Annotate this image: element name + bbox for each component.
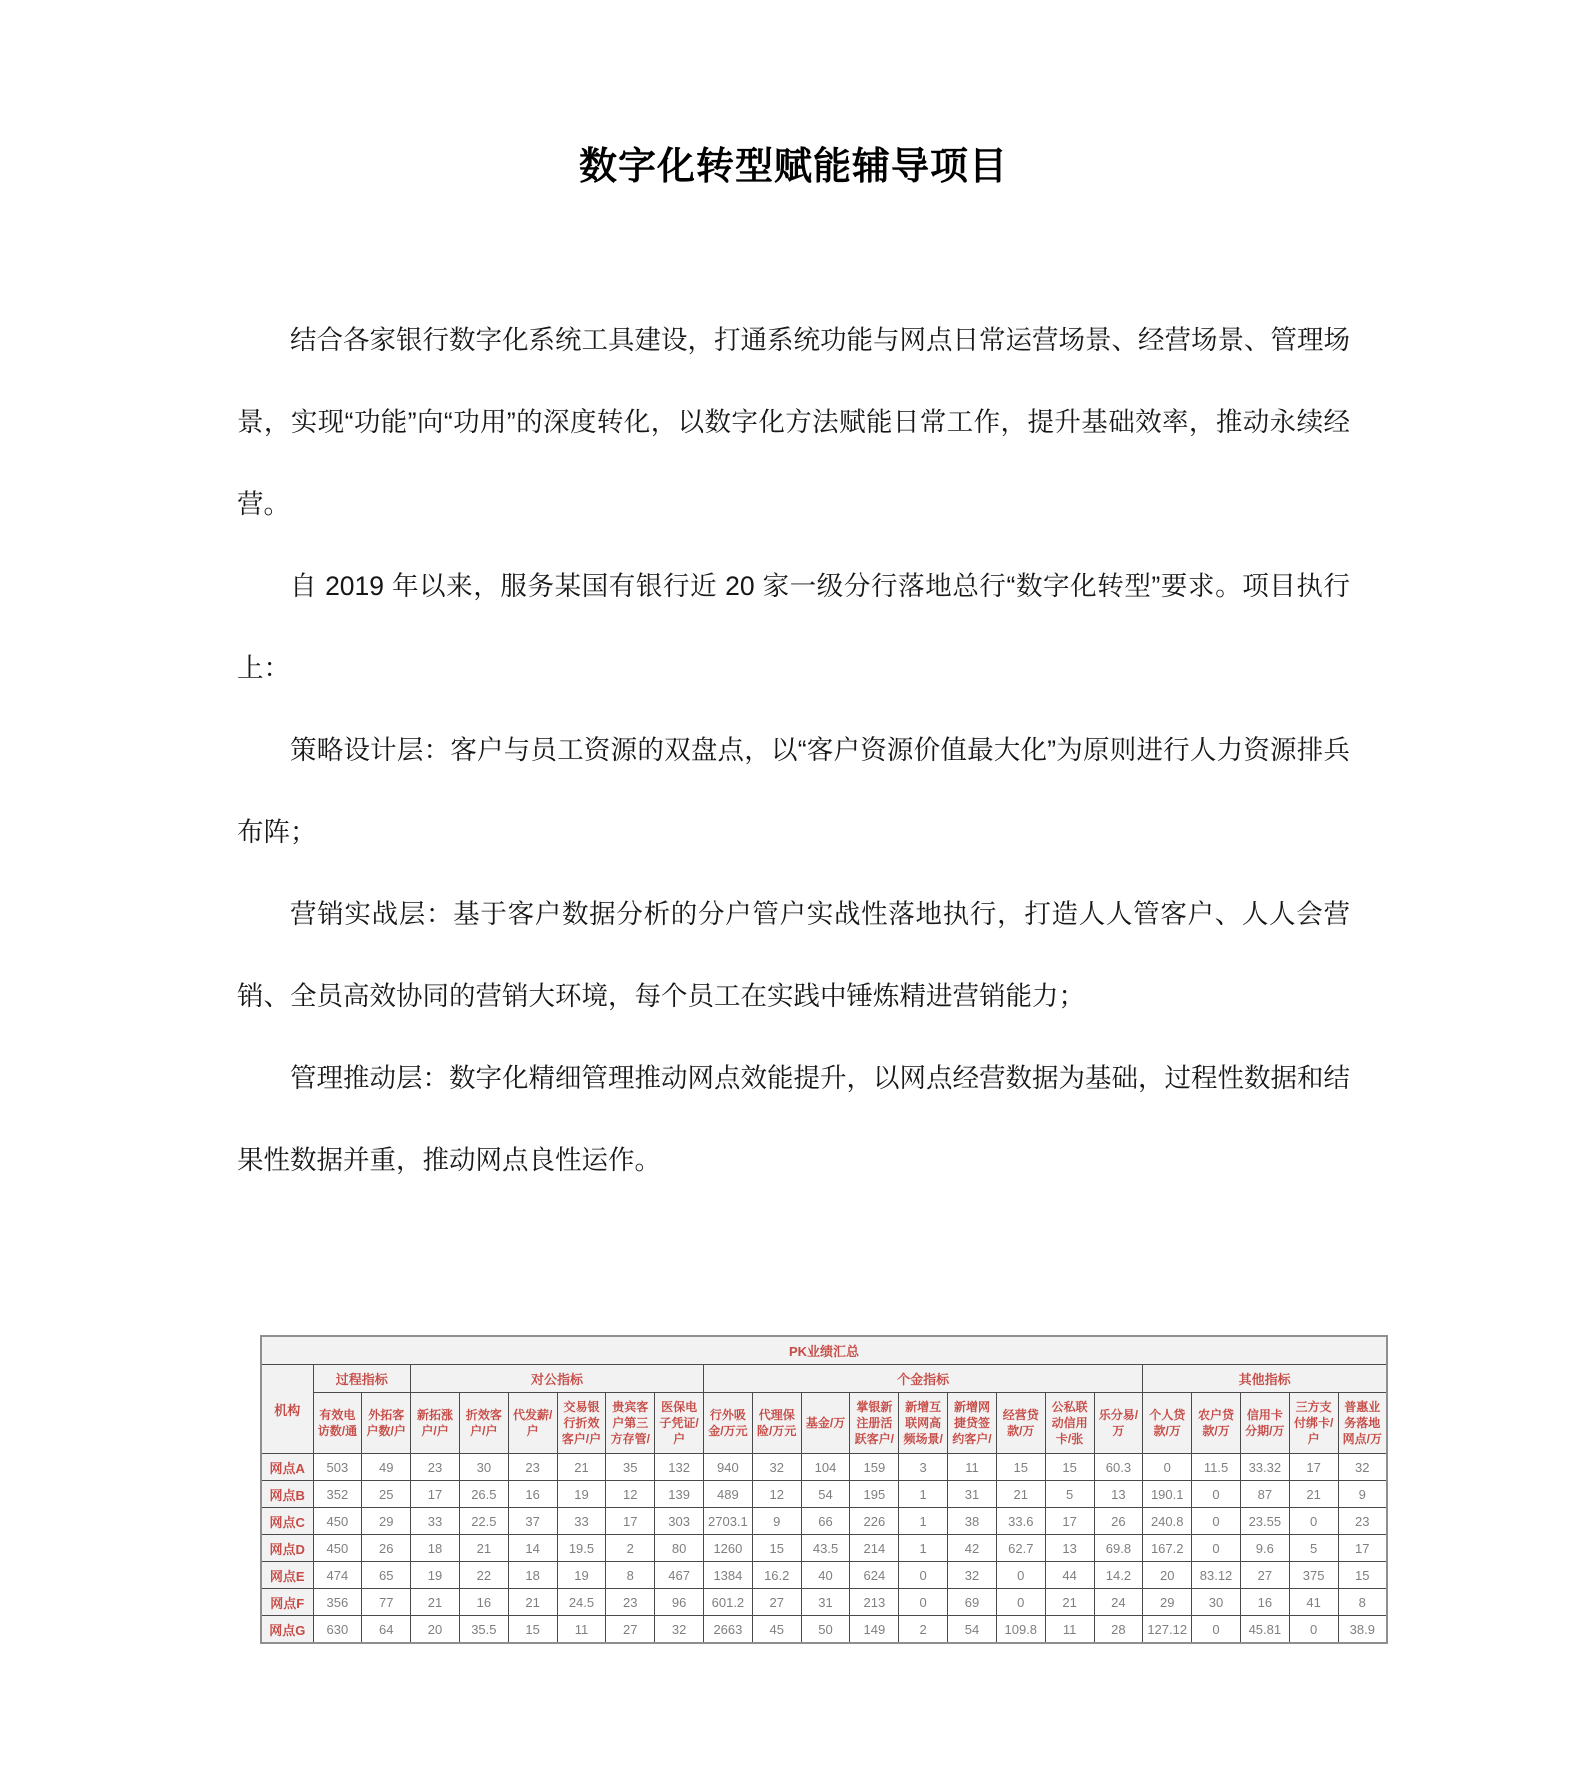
table-cell: 214 — [850, 1535, 899, 1562]
table-cell: 28 — [1094, 1616, 1143, 1644]
table-cell: 2 — [606, 1535, 655, 1562]
table-row — [261, 1535, 1387, 1562]
table-cell: 45.81 — [1240, 1616, 1289, 1644]
row-label: 网点A — [261, 1454, 313, 1481]
table-cell: 16 — [459, 1589, 508, 1616]
table-cell: 9 — [752, 1508, 801, 1535]
table-title-row — [261, 1336, 1387, 1365]
table-cell: 38 — [948, 1508, 997, 1535]
table-cell: 16 — [508, 1481, 557, 1508]
table-cell: 21 — [508, 1589, 557, 1616]
row-label: 网点E — [261, 1562, 313, 1589]
table-cell: 2 — [899, 1616, 948, 1644]
table-cell: 35 — [606, 1454, 655, 1481]
table-cell: 33 — [411, 1508, 460, 1535]
table-cell: 32 — [752, 1454, 801, 1481]
table-cell: 22.5 — [459, 1508, 508, 1535]
table-cell: 195 — [850, 1481, 899, 1508]
table-cell: 18 — [411, 1535, 460, 1562]
column-header: 个人贷款/万 — [1143, 1393, 1192, 1454]
table-cell: 16 — [1240, 1589, 1289, 1616]
table-cell: 17 — [1338, 1535, 1387, 1562]
org-column-header: 机构 — [261, 1365, 313, 1454]
table-cell: 15 — [752, 1535, 801, 1562]
table-cell: 83.12 — [1192, 1562, 1241, 1589]
table-cell: 15 — [996, 1454, 1045, 1481]
table-cell: 1 — [899, 1535, 948, 1562]
table-cell: 32 — [948, 1562, 997, 1589]
table-cell: 9.6 — [1240, 1535, 1289, 1562]
table-cell: 80 — [655, 1535, 704, 1562]
column-header: 行外吸金/万元 — [704, 1393, 753, 1454]
table-cell: 30 — [1192, 1589, 1241, 1616]
column-header: 交易银行折效客户/户 — [557, 1393, 606, 1454]
table-cell: 54 — [948, 1616, 997, 1644]
column-header: 经营贷款/万 — [996, 1393, 1045, 1454]
paragraph-1: 结合各家银行数字化系统工具建设，打通系统功能与网点日常运营场景、经营场景、管理场景，实现“功能”向“功用”的深度转化，以数字化方法赋能日常工作，提升基础效率，推动永续经营。 — [237, 325, 1350, 519]
table-cell: 31 — [801, 1589, 850, 1616]
column-header: 新拓涨户/户 — [411, 1393, 460, 1454]
table-cell: 1 — [899, 1481, 948, 1508]
table-cell: 96 — [655, 1589, 704, 1616]
pk-performance-table — [260, 1335, 1388, 1644]
column-header: 医保电子凭证/户 — [655, 1393, 704, 1454]
table-cell: 69.8 — [1094, 1535, 1143, 1562]
row-label: 网点B — [261, 1481, 313, 1508]
table-cell: 69 — [948, 1589, 997, 1616]
table-cell: 303 — [655, 1508, 704, 1535]
table-cell: 14 — [508, 1535, 557, 1562]
group-header: 个金指标 — [704, 1365, 1143, 1393]
table-cell: 43.5 — [801, 1535, 850, 1562]
column-header: 基金/万 — [801, 1393, 850, 1454]
table-row — [261, 1508, 1387, 1535]
table-cell: 190.1 — [1143, 1481, 1192, 1508]
table-cell: 35.5 — [459, 1616, 508, 1644]
table-cell: 11.5 — [1192, 1454, 1241, 1481]
column-header: 三方支付绑卡/户 — [1289, 1393, 1338, 1454]
column-header: 外拓客户数/户 — [362, 1393, 411, 1454]
table-cell: 5 — [1289, 1535, 1338, 1562]
table-cell: 21 — [996, 1481, 1045, 1508]
table-cell: 31 — [948, 1481, 997, 1508]
table-cell: 65 — [362, 1562, 411, 1589]
table-cell: 19.5 — [557, 1535, 606, 1562]
table-cell: 17 — [411, 1481, 460, 1508]
table-cell: 132 — [655, 1454, 704, 1481]
table-cell: 11 — [1045, 1616, 1094, 1644]
table-cell: 60.3 — [1094, 1454, 1143, 1481]
table-cell: 41 — [1289, 1589, 1338, 1616]
table-cell: 940 — [704, 1454, 753, 1481]
table-cell: 21 — [411, 1589, 460, 1616]
table-cell: 33 — [557, 1508, 606, 1535]
table-row — [261, 1616, 1387, 1644]
table-cell: 27 — [1240, 1562, 1289, 1589]
table-cell: 33.6 — [996, 1508, 1045, 1535]
table-cell: 32 — [1338, 1454, 1387, 1481]
table-cell: 104 — [801, 1454, 850, 1481]
table-cell: 32 — [655, 1616, 704, 1644]
table-cell: 38.9 — [1338, 1616, 1387, 1644]
column-header: 新增网捷贷签约客户/ — [948, 1393, 997, 1454]
paragraph-3: 策略设计层：客户与员工资源的双盘点，以“客户资源价值最大化”为原则进行人力资源排兵布阵； — [237, 735, 1350, 847]
table-cell: 44 — [1045, 1562, 1094, 1589]
table-cell: 3 — [899, 1454, 948, 1481]
table-cell: 2663 — [704, 1616, 753, 1644]
table-cell: 23 — [606, 1589, 655, 1616]
table-cell: 149 — [850, 1616, 899, 1644]
table-cell: 5 — [1045, 1481, 1094, 1508]
table-cell: 30 — [459, 1454, 508, 1481]
table-cell: 450 — [313, 1535, 362, 1562]
table-cell: 8 — [1338, 1589, 1387, 1616]
table-cell: 356 — [313, 1589, 362, 1616]
table-cell: 12 — [752, 1481, 801, 1508]
table-cell: 474 — [313, 1562, 362, 1589]
table-cell: 24.5 — [557, 1589, 606, 1616]
table-cell: 1 — [899, 1508, 948, 1535]
table-cell: 64 — [362, 1616, 411, 1644]
table-cell: 213 — [850, 1589, 899, 1616]
table-cell: 66 — [801, 1508, 850, 1535]
table-row — [261, 1589, 1387, 1616]
table-cell: 489 — [704, 1481, 753, 1508]
table-row — [261, 1562, 1387, 1589]
table-cell: 1384 — [704, 1562, 753, 1589]
table-cell: 62.7 — [996, 1535, 1045, 1562]
table-cell: 87 — [1240, 1481, 1289, 1508]
table-cell: 21 — [1045, 1589, 1094, 1616]
table-cell: 15 — [1045, 1454, 1094, 1481]
table-cell: 601.2 — [704, 1589, 753, 1616]
paragraph-2: 自 2019 年以来，服务某国有银行近 20 家一级分行落地总行“数字化转型”要求。项目执行上： — [237, 571, 1350, 683]
table-cell: 23 — [508, 1454, 557, 1481]
table-cell: 0 — [899, 1562, 948, 1589]
column-header: 贵宾客户第三方存管/ — [606, 1393, 655, 1454]
table-cell: 21 — [1289, 1481, 1338, 1508]
table-cell: 109.8 — [996, 1616, 1045, 1644]
table-cell: 49 — [362, 1454, 411, 1481]
table-cell: 54 — [801, 1481, 850, 1508]
table-cell: 630 — [313, 1616, 362, 1644]
table-cell: 0 — [1192, 1508, 1241, 1535]
table-cell: 375 — [1289, 1562, 1338, 1589]
table-cell: 0 — [1289, 1508, 1338, 1535]
table-cell: 22 — [459, 1562, 508, 1589]
table-cell: 450 — [313, 1508, 362, 1535]
table-cell: 16.2 — [752, 1562, 801, 1589]
column-header: 普惠业务落地网点/万 — [1338, 1393, 1387, 1454]
table-cell: 45 — [752, 1616, 801, 1644]
document-body — [237, 299, 1350, 1201]
table-cell: 18 — [508, 1562, 557, 1589]
pk-table-title: PK业绩汇总 — [261, 1336, 1387, 1365]
table-cell: 29 — [1143, 1589, 1192, 1616]
column-header: 代发薪/户 — [508, 1393, 557, 1454]
table-cell: 19 — [557, 1562, 606, 1589]
table-cell: 27 — [606, 1616, 655, 1644]
table-cell: 21 — [557, 1454, 606, 1481]
table-cell: 127.12 — [1143, 1616, 1192, 1644]
table-cell: 23 — [411, 1454, 460, 1481]
table-cell: 29 — [362, 1508, 411, 1535]
table-cell: 624 — [850, 1562, 899, 1589]
table-cell: 17 — [1045, 1508, 1094, 1535]
table-cell: 0 — [1289, 1616, 1338, 1644]
table-cell: 226 — [850, 1508, 899, 1535]
table-cell: 12 — [606, 1481, 655, 1508]
table-cell: 15 — [508, 1616, 557, 1644]
table-cell: 13 — [1045, 1535, 1094, 1562]
table-cell: 352 — [313, 1481, 362, 1508]
table-row — [261, 1481, 1387, 1508]
paragraph-4: 营销实战层：基于客户数据分析的分户管户实战性落地执行，打造人人管客户、人人会营销、全员高效协同的营销大环境，每个员工在实践中锤炼精进营销能力； — [237, 899, 1350, 1011]
table-cell: 139 — [655, 1481, 704, 1508]
table-cell: 20 — [411, 1616, 460, 1644]
table-cell: 40 — [801, 1562, 850, 1589]
column-header: 掌银新注册活跃客户/ — [850, 1393, 899, 1454]
table-cell: 167.2 — [1143, 1535, 1192, 1562]
table-cell: 8 — [606, 1562, 655, 1589]
table-cell: 0 — [996, 1562, 1045, 1589]
table-cell: 13 — [1094, 1481, 1143, 1508]
table-cell: 17 — [606, 1508, 655, 1535]
column-header: 乐分易/万 — [1094, 1393, 1143, 1454]
row-label: 网点C — [261, 1508, 313, 1535]
table-cell: 23.55 — [1240, 1508, 1289, 1535]
table-cell: 19 — [411, 1562, 460, 1589]
table-cell: 1260 — [704, 1535, 753, 1562]
paragraph-5: 管理推动层：数字化精细管理推动网点效能提升，以网点经营数据为基础，过程性数据和结果性数据并重，推动网点良性运作。 — [237, 1063, 1350, 1175]
column-header-row — [261, 1393, 1387, 1454]
column-header: 公私联动信用卡/张 — [1045, 1393, 1094, 1454]
table-cell: 50 — [801, 1616, 850, 1644]
table-cell: 17 — [1289, 1454, 1338, 1481]
row-label: 网点F — [261, 1589, 313, 1616]
table-cell: 24 — [1094, 1589, 1143, 1616]
table-cell: 503 — [313, 1454, 362, 1481]
table-cell: 0 — [899, 1589, 948, 1616]
table-cell: 26.5 — [459, 1481, 508, 1508]
column-header: 代理保险/万元 — [752, 1393, 801, 1454]
table-cell: 9 — [1338, 1481, 1387, 1508]
table-cell: 0 — [1192, 1481, 1241, 1508]
table-cell: 11 — [948, 1454, 997, 1481]
group-header: 过程指标 — [313, 1365, 411, 1393]
table-cell: 20 — [1143, 1562, 1192, 1589]
page-title: 数字化转型赋能辅导项目 — [578, 146, 1008, 188]
table-cell: 467 — [655, 1562, 704, 1589]
table-cell: 42 — [948, 1535, 997, 1562]
row-label: 网点G — [261, 1616, 313, 1644]
table-cell: 14.2 — [1094, 1562, 1143, 1589]
row-label: 网点D — [261, 1535, 313, 1562]
table-cell: 33.32 — [1240, 1454, 1289, 1481]
group-header-row — [261, 1365, 1387, 1393]
table-cell: 0 — [1192, 1616, 1241, 1644]
table-cell: 0 — [1192, 1535, 1241, 1562]
column-header: 信用卡分期/万 — [1240, 1393, 1289, 1454]
table-cell: 159 — [850, 1454, 899, 1481]
table-cell: 27 — [752, 1589, 801, 1616]
column-header: 折效客户/户 — [459, 1393, 508, 1454]
table-cell: 26 — [1094, 1508, 1143, 1535]
table-cell: 26 — [362, 1535, 411, 1562]
table-cell: 0 — [1143, 1454, 1192, 1481]
table-cell: 2703.1 — [704, 1508, 753, 1535]
table-cell: 21 — [459, 1535, 508, 1562]
table-cell: 77 — [362, 1589, 411, 1616]
table-row — [261, 1454, 1387, 1481]
table-cell: 19 — [557, 1481, 606, 1508]
table-cell: 11 — [557, 1616, 606, 1644]
table-cell: 0 — [996, 1589, 1045, 1616]
table-cell: 23 — [1338, 1508, 1387, 1535]
table-cell: 240.8 — [1143, 1508, 1192, 1535]
column-header: 有效电访数/通 — [313, 1393, 362, 1454]
group-header: 对公指标 — [411, 1365, 704, 1393]
table-cell: 15 — [1338, 1562, 1387, 1589]
group-header: 其他指标 — [1143, 1365, 1387, 1393]
table-cell: 25 — [362, 1481, 411, 1508]
table-cell: 37 — [508, 1508, 557, 1535]
column-header: 农户贷款/万 — [1192, 1393, 1241, 1454]
column-header: 新增互联网高频场景/ — [899, 1393, 948, 1454]
